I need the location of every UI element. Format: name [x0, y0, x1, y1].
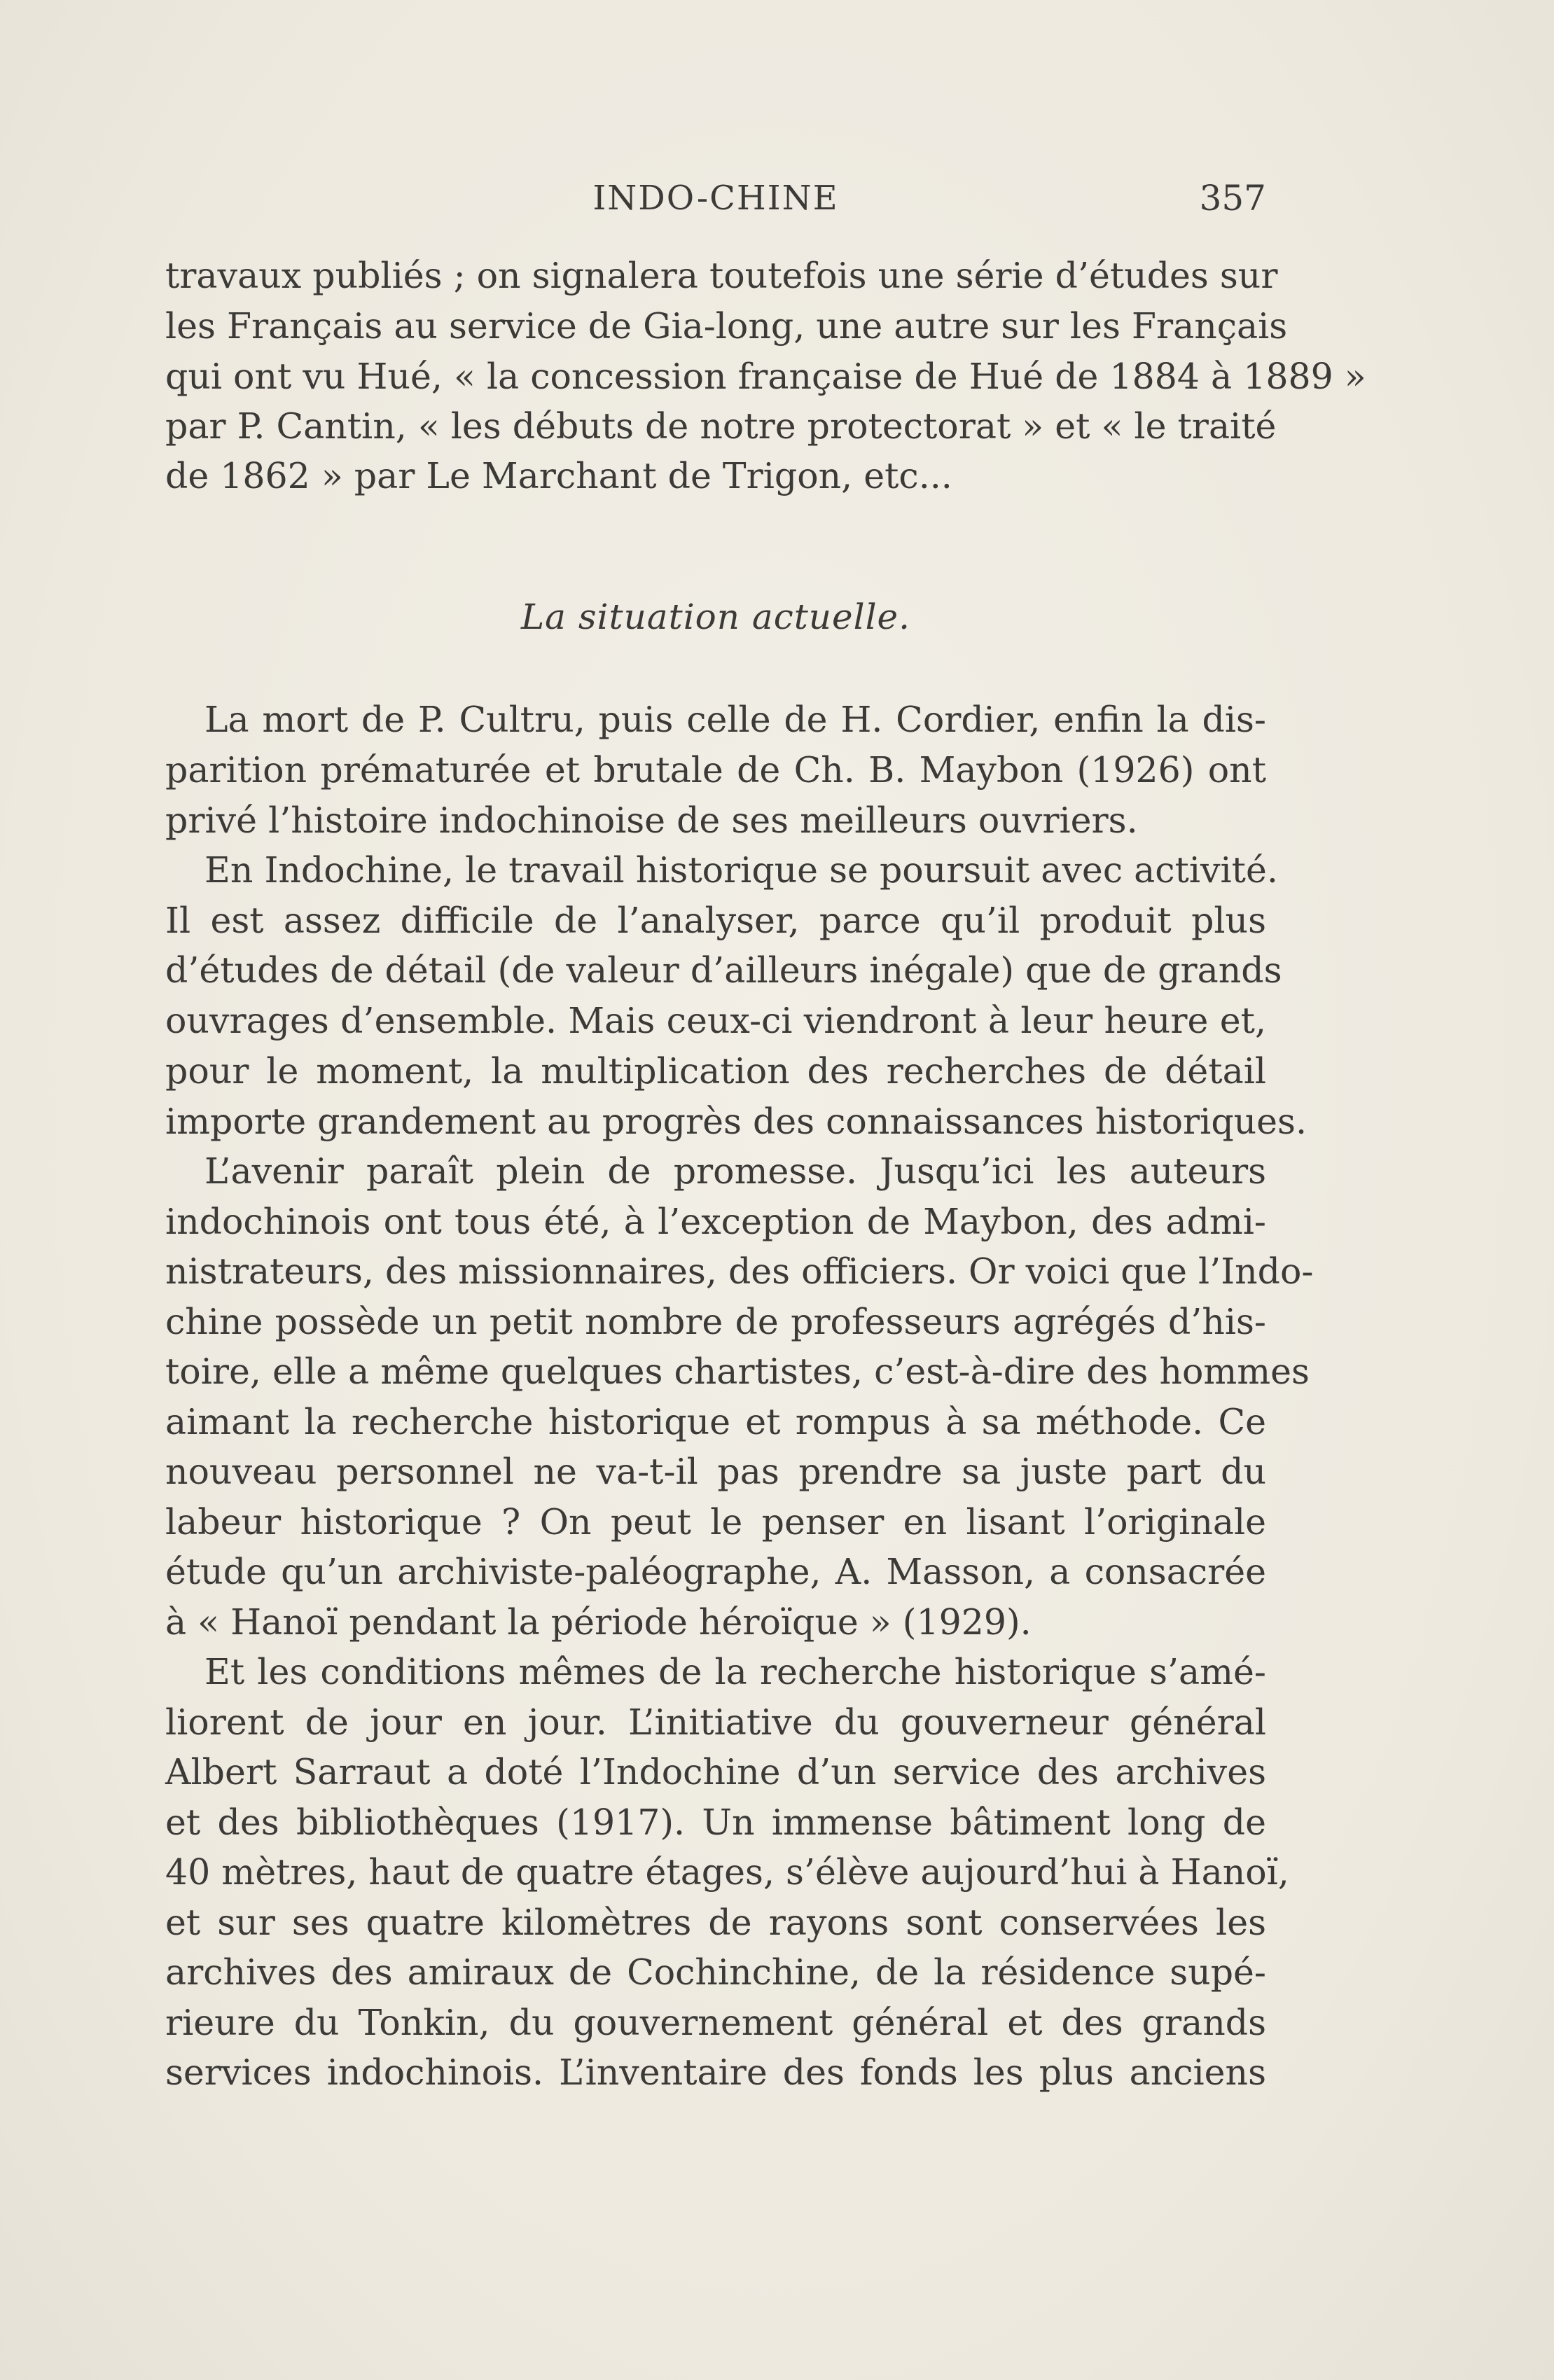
running-title: INDO-CHINE — [592, 179, 839, 218]
text-line: labeur historique ? On peut le penser en lisant l’originale — [165, 1501, 1266, 1543]
text-line: importe grandement au progrès des connaissances historiques. — [165, 1101, 1307, 1142]
text-line: indochinois ont tous été, à l’exception de Maybon, des admi- — [165, 1201, 1266, 1242]
text-line: qui ont vu Hué, « la concession française de Hué de 1884 à 1889 » — [165, 356, 1366, 397]
text-line: Albert Sarraut a doté l’Indochine d’un service des archives — [165, 1751, 1266, 1793]
text-line: L’avenir paraît plein de promesse. Jusqu’ici les auteurs — [204, 1150, 1266, 1192]
text-line: aimant la recherche historique et rompus à sa méthode. Ce — [165, 1401, 1266, 1442]
text-line: pour le moment, la multiplication des recherches de détail — [165, 1050, 1266, 1092]
text-line: Il est assez difficile de l’analyser, parce qu’il produit plus — [165, 900, 1266, 941]
text-line: rieure du Tonkin, du gouvernement général et des grands — [165, 2002, 1266, 2043]
text-line: Et les conditions mêmes de la recherche historique s’amé- — [204, 1651, 1266, 1692]
text-line: En Indochine, le travail historique se poursuit avec activité. — [204, 849, 1278, 891]
text-line: les Français au service de Gia-long, une autre sur les Français — [165, 305, 1288, 347]
text-line: services indochinois. L’inventaire des fonds les plus anciens — [165, 2052, 1266, 2093]
text-line: chine possède un petit nombre de professeurs agrégés d’his- — [165, 1301, 1266, 1342]
text-line: étude qu’un archiviste-paléographe, A. Masson, a consacrée — [165, 1551, 1266, 1592]
text-line: privé l’histoire indochinoise de ses meilleurs ouvriers. — [165, 800, 1138, 841]
text-line: toire, elle a même quelques chartistes, c’est-à-dire des hommes — [165, 1351, 1310, 1392]
text-line: 40 mètres, haut de quatre étages, s’élève aujourd’hui à Hanoï, — [165, 1851, 1289, 1893]
text-line: nistrateurs, des missionnaires, des officiers. Or voici que l’Indo- — [165, 1251, 1314, 1292]
text-line: travaux publiés ; on signalera toutefois une série d’études sur — [165, 255, 1278, 296]
text-line: parition prématurée et brutale de Ch. B. Maybon (1926) ont — [165, 749, 1266, 791]
text-line: d’études de détail (de valeur d’ailleurs inégale) que de grands — [165, 949, 1282, 991]
section-title: La situation actuelle. — [520, 597, 911, 637]
page-number: 357 — [1199, 178, 1266, 218]
text-line: par P. Cantin, « les débuts de notre protectorat » et « le traité — [165, 405, 1277, 447]
text-line: liorent de jour en jour. L’initiative du gouverneur général — [165, 1702, 1266, 1743]
text-line: La mort de P. Cultru, puis celle de H. Cordier, enfin la dis- — [204, 699, 1266, 740]
text-line: archives des amiraux de Cochinchine, de la résidence supé- — [165, 1951, 1266, 1993]
text-line: à « Hanoï pendant la période héroïque » (1929). — [165, 1601, 1032, 1643]
text-line: nouveau personnel ne va-t-il pas prendre sa juste part du — [165, 1451, 1266, 1492]
text-line: et sur ses quatre kilomètres de rayons sont conservées les — [165, 1902, 1266, 1943]
text-line: et des bibliothèques (1917). Un immense bâtiment long de — [165, 1802, 1266, 1843]
page-header — [165, 174, 1266, 223]
text-line: de 1862 » par Le Marchant de Trigon, etc... — [165, 455, 952, 496]
text-line: ouvrages d’ensemble. Mais ceux-ci viendront à leur heure et, — [165, 1000, 1266, 1041]
